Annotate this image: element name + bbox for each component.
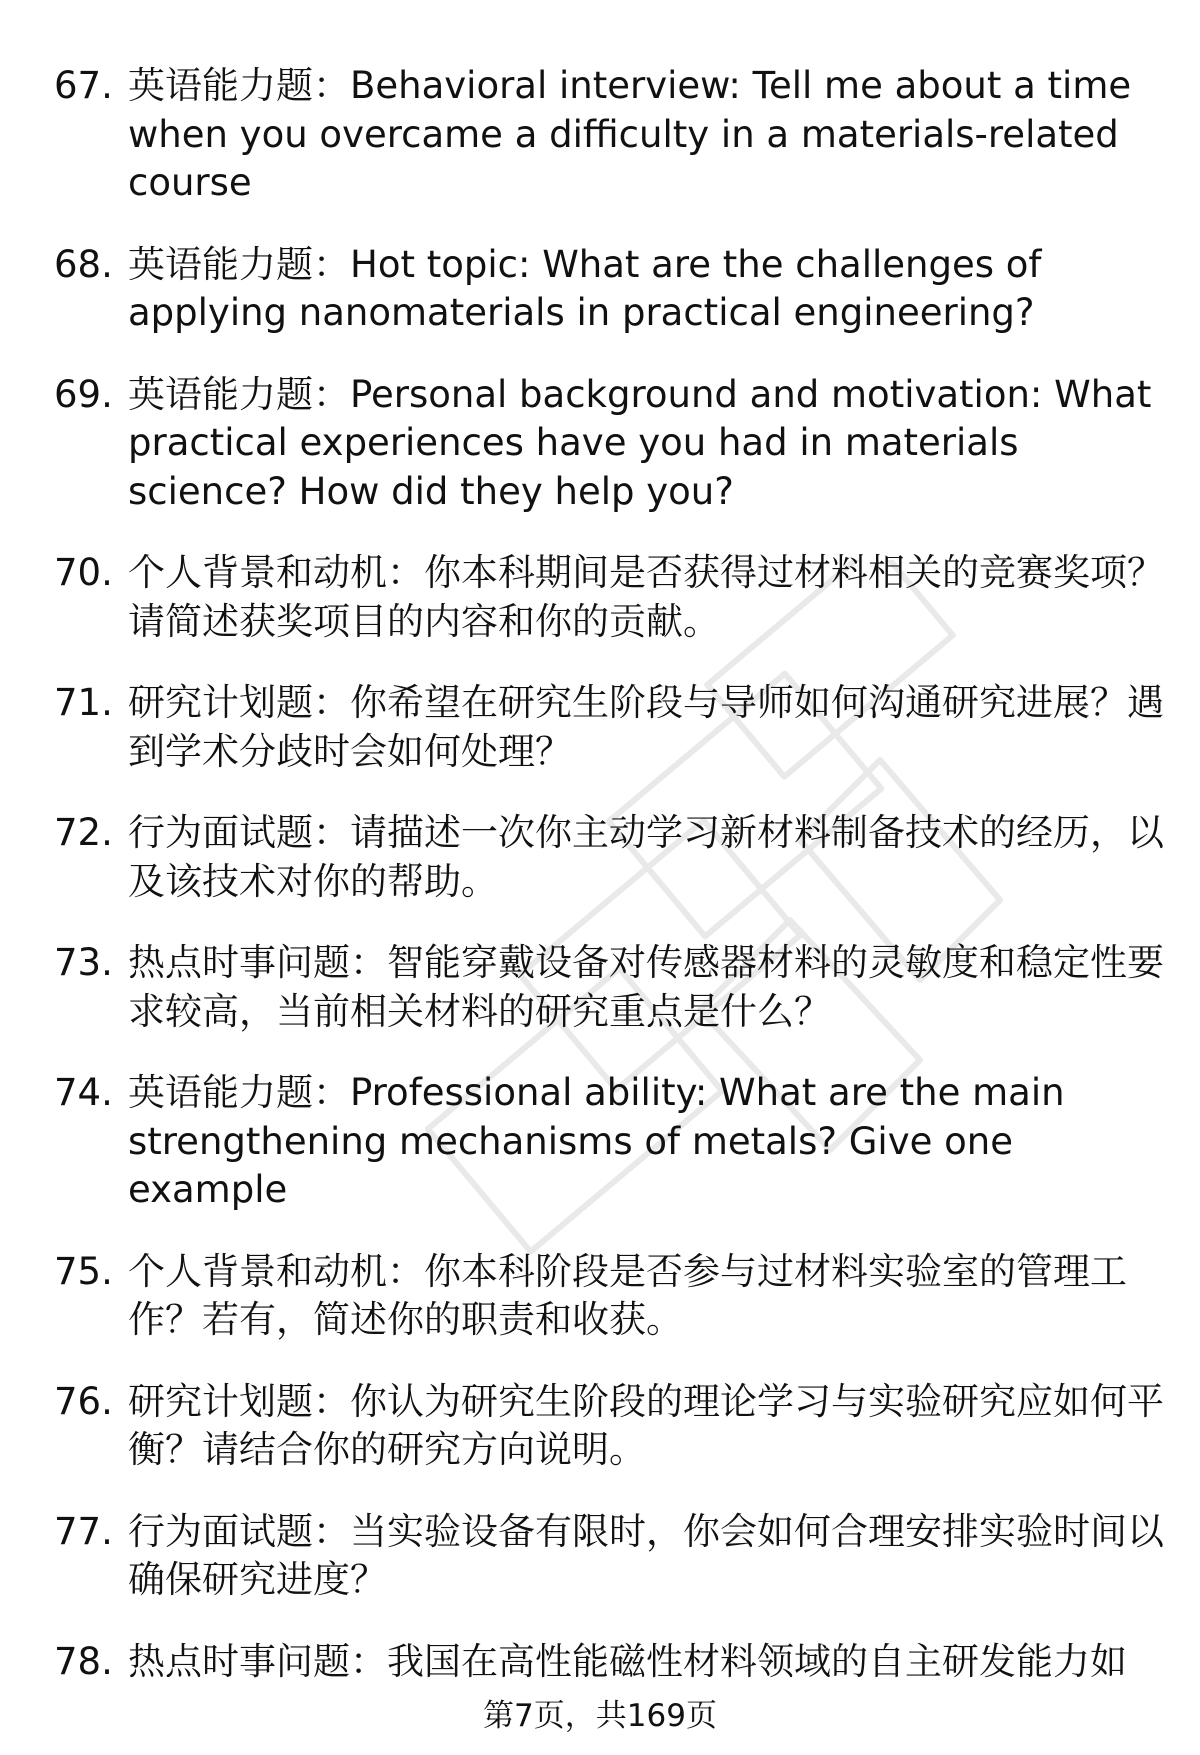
question-text: Hot topic: What are the challenges of applying nanomaterials in practical engineering?: [128, 242, 1042, 334]
question-item: [54, 1378, 1164, 1475]
question-text: 你认为研究生阶段的理论学习与实验研究应如何平衡？请结合你的研究方向说明。: [128, 1379, 1164, 1471]
question-item: [54, 241, 1164, 338]
question-text: 你希望在研究生阶段与导师如何沟通研究进展？遇到学术分歧时会如何处理？: [128, 681, 1164, 773]
question-number: 78.: [54, 1639, 113, 1683]
question-category: 研究计划题：: [128, 681, 350, 724]
question-category: 个人背景和动机：: [128, 551, 424, 594]
question-number: 73.: [54, 941, 113, 984]
question-category: 行为面试题：: [128, 1509, 350, 1553]
question-item: [54, 549, 1164, 646]
question-number: 77.: [54, 1509, 113, 1553]
question-category: 英语能力题：: [128, 1071, 350, 1114]
page-footer: 第7页，共169页: [483, 1698, 717, 1734]
question-number: 72.: [54, 811, 113, 854]
question-content: [128, 1248, 1164, 1345]
question-item: [54, 62, 1164, 208]
question-text: 请描述一次你主动学习新材料制备技术的经历，以及该技术对你的帮助。: [128, 811, 1164, 903]
question-text: Behavioral interview: Tell me about a time when you overcame a difficulty in a materials-related course: [128, 64, 1132, 204]
question-content: [128, 371, 1164, 517]
question-text: 你本科期间是否获得过材料相关的竞赛奖项？请简述获奖项目的内容和你的贡献。: [128, 551, 1164, 643]
question-number: 68.: [54, 242, 113, 286]
question-number: 70.: [54, 551, 113, 594]
question-content: [128, 939, 1164, 1036]
question-list: [54, 62, 1164, 1719]
question-item: [54, 809, 1164, 906]
question-text: 你本科阶段是否参与过材料实验室的管理工作？若有，简述你的职责和收获。: [128, 1249, 1127, 1341]
question-content: [128, 241, 1164, 338]
question-content: [128, 62, 1164, 208]
question-category: 行为面试题：: [128, 811, 350, 854]
question-number: 69.: [54, 372, 113, 416]
question-category: 英语能力题：: [128, 64, 350, 107]
question-item: [54, 1069, 1164, 1215]
question-item: [54, 1508, 1164, 1605]
question-content: [128, 1378, 1164, 1475]
question-category: 个人背景和动机：: [128, 1249, 424, 1293]
question-text: 我国在高性能磁性材料领域的自主研发能力如: [387, 1639, 1127, 1683]
question-item: [54, 1248, 1164, 1345]
question-content: [128, 1508, 1164, 1605]
question-category: 英语能力题：: [128, 242, 350, 286]
question-content: [128, 549, 1164, 646]
question-number: 67.: [54, 64, 113, 107]
question-text: 智能穿戴设备对传感器材料的灵敏度和稳定性要求较高，当前相关材料的研究重点是什么？: [128, 941, 1164, 1033]
question-number: 71.: [54, 681, 113, 724]
question-text: Personal background and motivation: What practical experiences have you had in materials science? How did they help you?: [128, 372, 1152, 513]
question-category: 热点时事问题：: [128, 941, 387, 984]
question-number: 74.: [54, 1071, 113, 1114]
question-category: 英语能力题：: [128, 372, 350, 416]
question-content: [128, 1638, 1164, 1687]
question-item: [54, 679, 1164, 776]
question-item: [54, 939, 1164, 1036]
question-category: 研究计划题：: [128, 1379, 350, 1423]
question-content: [128, 679, 1164, 776]
question-content: [128, 1069, 1164, 1215]
question-text: 当实验设备有限时，你会如何合理安排实验时间以确保研究进度？: [128, 1509, 1164, 1601]
question-number: 76.: [54, 1379, 113, 1423]
question-category: 热点时事问题：: [128, 1639, 387, 1683]
question-number: 75.: [54, 1249, 113, 1293]
question-content: [128, 809, 1164, 906]
question-item: [54, 1638, 1164, 1687]
question-text: Professional ability: What are the main strengthening mechanisms of metals? Give one example: [128, 1071, 1065, 1211]
question-item: [54, 371, 1164, 517]
